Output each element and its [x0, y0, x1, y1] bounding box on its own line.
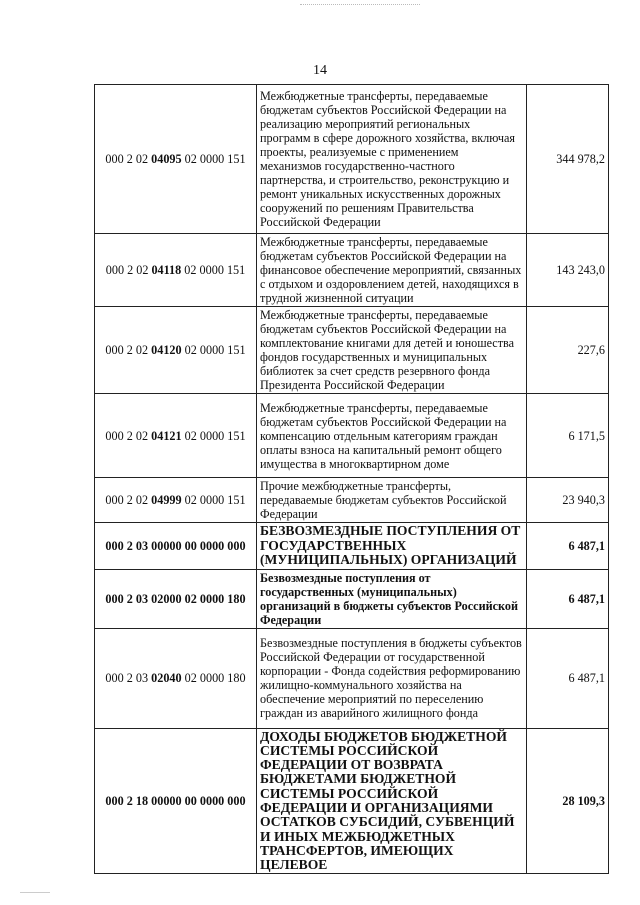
income-description: БЕЗВОЗМЕЗДНЫЕ ПОСТУПЛЕНИЯ ОТ ГОСУДАРСТВЕННЫХ (МУНИЦИПАЛЬНЫХ) ОРГАНИЗАЦИЙ	[257, 523, 527, 570]
scan-artifact	[20, 892, 50, 894]
code-prefix: 000 2 02	[105, 343, 152, 357]
code-prefix: 000 2 02	[105, 263, 152, 277]
amount: 6 487,1	[527, 628, 609, 728]
code-prefix: 000 2 03	[105, 671, 152, 685]
code-prefix: 000 2 03 00000 00 0000 000	[105, 538, 246, 553]
page-number: 14	[313, 63, 327, 78]
amount: 23 940,3	[527, 478, 609, 523]
table-row	[95, 628, 609, 728]
income-description: ДОХОДЫ БЮДЖЕТОВ БЮДЖЕТНОЙ СИСТЕМЫ РОССИЙСКОЙ ФЕДЕРАЦИИ ОТ ВОЗВРАТА БЮДЖЕТАМИ БЮДЖЕТНОЙ СИСТЕМЫ РОССИЙСКОЙ ФЕДЕРАЦИИ И ОРГАНИЗАЦИЯМИ ОСТАТКОВ СУБСИДИЙ, СУБВЕНЦИЙ И ИНЫХ МЕЖБЮДЖЕТНЫХ ТРАНСФЕРТОВ, ИМЕЮЩИХ ЦЕЛЕВОЕ	[257, 728, 527, 874]
amount: 143 243,0	[527, 234, 609, 307]
budget-revenue-table	[94, 84, 609, 874]
amount: 6 487,1	[527, 523, 609, 570]
amount: 6 171,5	[527, 394, 609, 478]
code-prefix: 000 2 02	[105, 493, 152, 507]
table-row	[95, 85, 609, 234]
income-description: Межбюджетные трансферты, передаваемые бюджетам субъектов Российской Федерации на финансовое обеспечение мероприятий, связанных с отдыхом и оздоровлением детей, находящихся в трудной жизненной ситуации	[257, 234, 527, 307]
code-suffix: 02 0000 180	[181, 671, 246, 685]
code-bold-part: 04118	[151, 263, 182, 277]
income-description: Межбюджетные трансферты, передаваемые бюджетам субъектов Российской Федерации на компенсацию отдельным категориям граждан оплаты взноса на капитальный ремонт общего имущества в многоквартирном доме	[257, 394, 527, 478]
income-description: Безвозмездные поступления от государственных (муниципальных) организаций в бюджеты субъектов Российской Федерации	[257, 569, 527, 628]
income-description: Прочие межбюджетные трансферты, передаваемые бюджетам субъектов Российской Федерации	[257, 478, 527, 523]
table-row	[95, 728, 609, 874]
budget-code	[95, 307, 257, 394]
income-description: Безвозмездные поступления в бюджеты субъектов Российской Федерации от государственной корпорации - Фонда содействия реформированию жилищно-коммунального хозяйства на обеспечение мероприятий по переселению граждан из аварийного жилищного фонда	[257, 628, 527, 728]
table-row	[95, 394, 609, 478]
code-suffix: 02 0000 151	[181, 428, 246, 443]
scan-artifact	[300, 4, 420, 7]
budget-code	[95, 728, 257, 874]
budget-code	[95, 523, 257, 570]
code-prefix: 000 2 03 02000 02 0000 180	[105, 591, 246, 606]
code-prefix: 000 2 02	[105, 428, 152, 443]
amount: 6 487,1	[527, 569, 609, 628]
amount: 227,6	[527, 307, 609, 394]
code-suffix: 02 0000 151	[181, 493, 246, 507]
budget-code	[95, 234, 257, 307]
code-bold-part: 02040	[151, 671, 182, 685]
code-prefix: 000 2 18 00000 00 0000 000	[105, 793, 246, 808]
table-row	[95, 478, 609, 523]
income-description: Межбюджетные трансферты, передаваемые бюджетам субъектов Российской Федерации на комплектование книгами для детей и юношества фондов государственных и муниципальных библиотек за счет средств резервного фонда Президента Российской Федерации	[257, 307, 527, 394]
amount: 28 109,3	[527, 728, 609, 874]
budget-code	[95, 569, 257, 628]
amount: 344 978,2	[527, 85, 609, 234]
budget-code	[95, 85, 257, 234]
code-suffix: 02 0000 151	[181, 343, 246, 357]
code-bold-part: 04999	[151, 493, 182, 507]
table-row	[95, 569, 609, 628]
budget-code	[95, 478, 257, 523]
code-prefix: 000 2 02	[105, 152, 152, 166]
table-row	[95, 234, 609, 307]
budget-code	[95, 628, 257, 728]
code-bold-part: 04095	[151, 152, 182, 166]
income-description: Межбюджетные трансферты, передаваемые бюджетам субъектов Российской Федерации на реализацию мероприятий региональных программ в сфере дорожного хозяйства, включая проекты, реализуемые с применением механизмов государственно-частного партнерства, и строительство, реконструкцию и ремонт уникальных искусственных дорожных сооружений по решениям Правительства Российской Федерации	[257, 85, 527, 234]
code-suffix: 02 0000 151	[181, 152, 246, 166]
code-bold-part: 04121	[151, 428, 182, 443]
table-row	[95, 523, 609, 570]
code-bold-part: 04120	[151, 343, 182, 357]
code-suffix: 02 0000 151	[181, 263, 246, 277]
budget-code	[95, 394, 257, 478]
table-row	[95, 307, 609, 394]
